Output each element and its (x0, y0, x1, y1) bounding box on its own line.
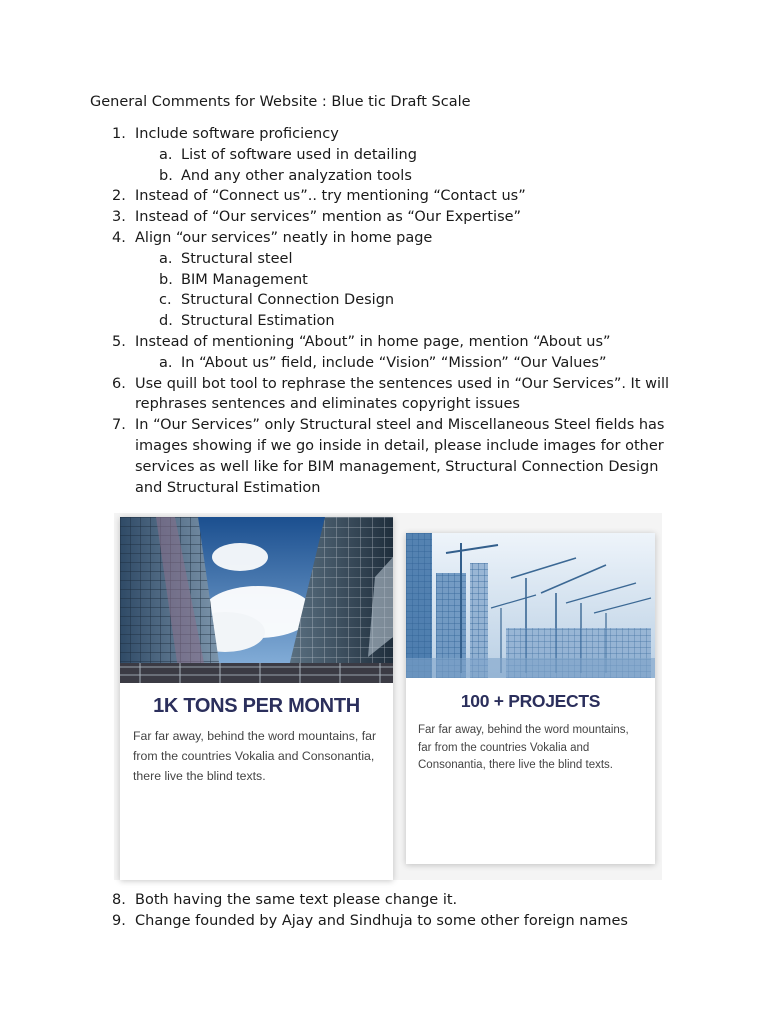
sub-list-item (135, 249, 685, 270)
list-item (0, 415, 685, 498)
list-item (0, 374, 685, 416)
comment-list-continued (0, 890, 768, 932)
list-item (0, 207, 685, 228)
sub-item-text: Structural Estimation (181, 313, 335, 330)
list-item (0, 890, 685, 911)
construction-cranes-photo (406, 533, 655, 678)
sub-list (135, 353, 685, 374)
item-number: 6. (112, 375, 126, 392)
list-item (0, 186, 685, 207)
sub-item-letter: b. (159, 167, 173, 184)
item-number: 1. (112, 126, 126, 142)
item-number: 2. (112, 188, 126, 205)
card-heading: 1K TONS PER MONTH (153, 695, 360, 717)
sub-item-text: In “About us” field, include “Vision” “Mission” “Our Values” (181, 354, 607, 371)
sub-list-item (135, 353, 685, 374)
sub-item-text: List of software used in detailing (181, 146, 417, 163)
item-text: Align “our services” neatly in home page (135, 229, 433, 246)
list-item (0, 911, 685, 932)
sub-list-item (135, 145, 685, 166)
item-number: 8. (112, 892, 126, 908)
sub-list-item (135, 311, 685, 332)
list-item (0, 228, 685, 332)
sub-item-text: Structural Connection Design (181, 292, 395, 309)
sub-item-letter: a. (159, 354, 173, 371)
item-number: 7. (112, 417, 126, 434)
sub-item-letter: b. (159, 271, 173, 288)
item-number: 4. (112, 229, 126, 246)
sub-list-item (135, 290, 685, 311)
sub-item-letter: d. (159, 313, 173, 330)
card-text: Far far away, behind the word mountains, far from the countries Vokalia and Consonantia, there live the blind texts. (418, 724, 629, 771)
list-item (0, 332, 685, 374)
stat-card-projects (406, 533, 655, 864)
document-title: General Comments for Website : Blue tic Draft Scale (90, 94, 471, 110)
sub-list (135, 145, 685, 187)
sub-item-text: Structural steel (181, 250, 293, 267)
stat-card-tons (120, 517, 393, 880)
item-text: Instead of “Our services” mention as “Our Expertise” (135, 209, 522, 226)
item-text: In “Our Services” only Structural steel and Miscellaneous Steel fields has images showing if we go inside in detail, please include images for other services as well like for BIM management, Structural Connection Design and Structural Estimation (135, 417, 665, 496)
item-text: Instead of mentioning “About” in home page, mention “About us” (135, 333, 611, 350)
item-text: Include software proficiency (135, 126, 339, 142)
sub-item-text: BIM Management (181, 271, 308, 288)
sub-list (135, 249, 685, 332)
sub-item-letter: c. (159, 292, 172, 309)
item-text: Both having the same text please change it. (135, 892, 458, 908)
embedded-website-screenshot (114, 513, 662, 880)
item-text: Use quill bot tool to rephrase the sentences used in “Our Services”. It will rephrases sentences and eliminates copyright issues (135, 375, 670, 413)
sub-list-item (135, 166, 685, 187)
list-item (0, 124, 685, 186)
sub-item-letter: a. (159, 146, 173, 163)
card-text: Far far away, behind the word mountains, far from the countries Vokalia and Consonantia, there live the blind texts. (133, 729, 377, 783)
glass-buildings-photo (120, 517, 393, 683)
item-text: Instead of “Connect us”.. try mentioning “Contact us” (135, 188, 526, 205)
item-number: 5. (112, 333, 126, 350)
item-number: 3. (112, 209, 126, 226)
sub-list-item (135, 270, 685, 291)
item-number: 9. (112, 912, 126, 929)
sub-item-letter: a. (159, 250, 173, 267)
item-text: Change founded by Ajay and Sindhuja to some other foreign names (135, 912, 628, 929)
sub-item-text: And any other analyzation tools (181, 167, 412, 184)
comment-list (0, 124, 768, 498)
card-heading: 100 + PROJECTS (460, 691, 601, 711)
